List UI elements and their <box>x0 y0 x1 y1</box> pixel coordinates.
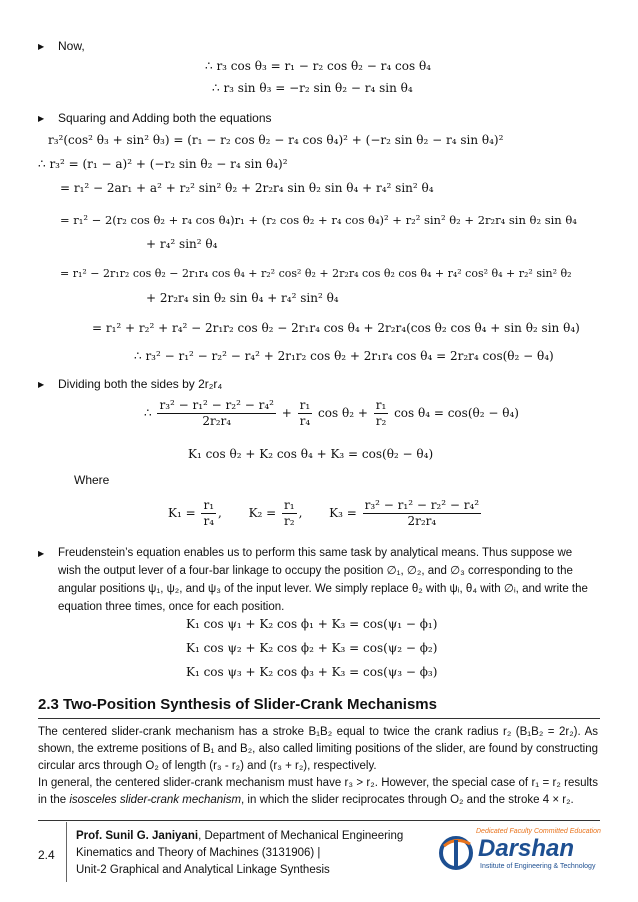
logo-tagline: Dedicated Faculty Committed Education <box>476 828 601 835</box>
bullet-dividing <box>38 376 222 392</box>
section-heading: 2.3 Two-Position Synthesis of Slider-Crank Mechanisms <box>38 696 437 713</box>
fraction-denominator: 2r₂r₄ <box>202 414 232 428</box>
equation-expansion-2b: + r₄² sin² θ₄ <box>146 237 218 251</box>
bullet-now-text: ▶ Now, <box>58 39 85 53</box>
bullet-freudenstein <box>38 544 598 616</box>
section-paragraph-2 <box>38 775 598 809</box>
footer-unit: Unit-2 Graphical and Analytical Linkage Synthesis <box>76 864 330 876</box>
fraction-denominator: r₄ <box>299 414 311 428</box>
cos-rhs: cos θ₄ = cos(θ₂ − θ₄) <box>394 406 519 420</box>
therefore-symbol: ∴ <box>144 406 152 420</box>
k3-label: K₃ = <box>329 506 357 520</box>
equation-expansion-3b: + 2r₂r₄ sin θ₂ sin θ₄ + r₄² sin² θ₄ <box>146 291 339 305</box>
para2-text-b: , in which the slider reciprocates through O₂ and the stroke 4 × r₂. <box>241 794 574 806</box>
fraction-k3 <box>157 398 275 429</box>
fraction-numerator: r₁ <box>203 498 215 512</box>
fraction-k3-def <box>363 498 481 529</box>
bullet-dividing-text: ▶ Dividing both the sides by 2r₂r₄ <box>58 377 223 391</box>
fraction-k1 <box>201 498 216 529</box>
equation-r3-squared: ∴ r₃² = (r₁ − a)² + (−r₂ sin θ₂ − r₄ sin θ₄)² <box>38 157 288 171</box>
fraction-numerator: r₁ <box>284 498 295 512</box>
para2-emphasis: isosceles slider-crank mechanism <box>69 794 242 806</box>
fraction-denominator: r₄ <box>203 514 215 528</box>
footer-separator <box>66 822 67 882</box>
footer-department: , Department of Mechanical Engineering <box>198 830 404 842</box>
darshan-logo <box>436 826 612 876</box>
equation-divided <box>144 398 519 429</box>
equation-sin-component: ∴ r₃ sin θ₃ = −r₂ sin θ₂ − r₄ sin θ₄ <box>212 81 413 95</box>
fraction-numerator: r₁ <box>299 398 311 412</box>
equation-position-2: K₁ cos ψ₂ + K₂ cos ϕ₂ + K₃ = cos(ψ₂ − ϕ₂) <box>186 641 438 655</box>
footer-author: Prof. Sunil G. Janiyani <box>76 830 199 842</box>
equation-squared-sum: r₃²(cos² θ₃ + sin² θ₃) = (r₁ − r₂ cos θ₂ − r₄ cos θ₄)² + (−r₂ sin θ₂ − r₄ sin θ₄)² <box>48 133 504 147</box>
page-number: 2.4 <box>38 848 55 862</box>
equation-expansion-1: = r₁² − 2ar₁ + a² + r₂² sin² θ₂ + 2r₂r₄ sin θ₂ sin θ₄ + r₄² sin² θ₄ <box>60 181 434 195</box>
bullet-squaring <box>38 110 272 126</box>
equation-position-1: K₁ cos ψ₁ + K₂ cos ϕ₁ + K₃ = cos(ψ₁ − ϕ₁) <box>186 617 438 631</box>
equation-freudenstein: K₁ cos θ₂ + K₂ cos θ₄ + K₃ = cos(θ₂ − θ₄) <box>188 447 434 461</box>
plus-sign: + <box>281 406 292 420</box>
comma: , <box>298 506 303 520</box>
fraction-k2 <box>282 498 297 529</box>
equation-collected: = r₁² + r₂² + r₄² − 2r₁r₂ cos θ₂ − 2r₁r₄ cos θ₄ + 2r₂r₄(cos θ₂ cos θ₄ + sin θ₂ sin θ₄) <box>92 321 580 335</box>
logo-name: Darshan <box>478 835 575 862</box>
equation-result: ∴ r₃² − r₁² − r₂² − r₄² + 2r₁r₂ cos θ₂ + 2r₁r₄ cos θ₄ = 2r₂r₄ cos(θ₂ − θ₄) <box>134 349 554 363</box>
para2-text-a: In general, the centered slider-crank mechanism must have r₃ > r₂. However, the special case of r₁ = r₂ results in the <box>38 777 598 806</box>
equation-cos-component: ∴ r₃ cos θ₃ = r₁ − r₂ cos θ₂ − r₄ cos θ₄ <box>205 59 431 73</box>
equation-position-3: K₁ cos ψ₃ + K₂ cos ϕ₃ + K₃ = cos(ψ₃ − ϕ₃) <box>186 665 438 679</box>
fraction-denominator: r₂ <box>284 514 295 528</box>
fraction-r1-r4 <box>298 398 313 429</box>
section-paragraph-1: The centered slider-crank mechanism has a stroke B₁B₂ equal to twice the crank radius r₂ (B₁B₂ = 2r₂). As shown, the extreme positions of B₁ and B₂, also called limiting positions of the slider, are found by constructing circular arcs through O₂ of length (r₃ - r₂) and (r₃ + r₂), respectively. <box>38 726 599 772</box>
comma: , <box>218 506 222 520</box>
bullet-freudenstein-text: ▶ Freudenstein’s equation enables us to perform this same task by analytical means. Thus suppose we wish the output lever of a four-bar linkage to occupy the position ∅₁, ∅₂, and ∅₃ corresponding to the angular positions ψ₁, ψ₂, and ψ₃ of the input lever. We simply replace θ₂ with ψᵢ, θ₄ with ∅ᵢ, and write the equation three times, once for each position. <box>58 547 588 613</box>
fraction-denominator: r₂ <box>375 414 387 428</box>
footer-divider <box>38 820 600 821</box>
section-divider <box>38 718 600 719</box>
fraction-numerator: r₁ <box>375 398 387 412</box>
equation-expansion-3a: = r₁² − 2r₁r₂ cos θ₂ − 2r₁r₄ cos θ₄ + r₂² cos² θ₂ + 2r₂r₄ cos θ₂ cos θ₄ + r₄² cos² θ₄ + r₂² sin² θ₂ <box>60 267 572 280</box>
fraction-numerator: r₃² − r₁² − r₂² − r₄² <box>364 498 480 512</box>
equation-expansion-2a: = r₁² − 2(r₂ cos θ₂ + r₄ cos θ₄)r₁ + (r₂ cos θ₂ + r₄ cos θ₄)² + r₂² sin² θ₂ + 2r₂r₄ sin θ₂ sin θ₄ <box>60 213 577 227</box>
bullet-squaring-text: ▶ Squaring and Adding both the equations <box>58 111 272 125</box>
k1-label: K₁ = <box>168 506 196 520</box>
fraction-denominator: 2r₂r₄ <box>407 514 437 528</box>
logo-subtitle: Institute of Engineering & Technology <box>480 863 596 870</box>
bullet-now <box>38 38 85 54</box>
equation-k-constants <box>168 498 483 529</box>
where-label: Where <box>74 473 110 487</box>
footer-text <box>76 828 403 879</box>
fraction-r1-r2 <box>374 398 389 429</box>
footer-course: Kinematics and Theory of Machines (3131906) | <box>76 847 321 859</box>
cos-term: cos θ₂ + <box>318 406 368 420</box>
fraction-numerator: r₃² − r₁² − r₂² − r₄² <box>159 398 274 412</box>
k2-label: K₂ = <box>248 506 277 520</box>
